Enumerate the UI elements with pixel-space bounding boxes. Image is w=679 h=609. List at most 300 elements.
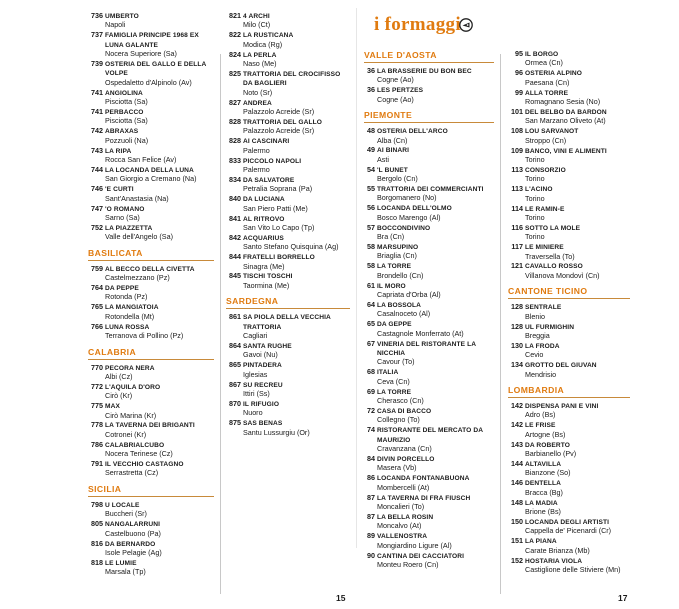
list-item: [508, 537, 630, 555]
restaurant-location: Naso (Me): [243, 59, 277, 69]
restaurant-location: Mongiardino Ligure (Al): [377, 540, 452, 550]
page-reference: 113: [511, 164, 523, 174]
page-reference: 49: [367, 145, 375, 155]
restaurant-location: Bra (Cn): [377, 232, 405, 242]
page-reference: 827: [229, 97, 241, 107]
restaurant-location: Petralia Soprana (Pa): [243, 184, 313, 194]
restaurant-location: Torino: [525, 174, 545, 184]
list-item: [226, 137, 350, 155]
page-reference: 864: [229, 341, 241, 350]
restaurant-name: LA PIANA: [525, 538, 557, 546]
restaurant-name: OSTERIA ALPINO: [525, 70, 582, 78]
restaurant-name: L'AQUILA D'ORO: [105, 383, 161, 391]
page-reference: 818: [91, 557, 103, 567]
restaurant-location: Monteu Roero (Cn): [377, 559, 439, 569]
page-reference: 841: [229, 213, 241, 223]
page-reference: 828: [229, 136, 241, 146]
list-item: [364, 262, 494, 280]
restaurant-name: IL MORO: [377, 282, 406, 290]
list-item: [226, 99, 350, 117]
restaurant-location: Bracca (Bg): [525, 487, 563, 497]
list-item: [88, 303, 214, 321]
restaurant-location: Mendrisio: [525, 369, 557, 379]
page-reference: 116: [511, 222, 523, 232]
restaurant-name: LOU SARVANOT: [525, 128, 579, 136]
column-1: [88, 12, 214, 578]
restaurant-name: DENTELLA: [525, 480, 561, 488]
restaurant-location: Casalnoceto (Al): [377, 309, 431, 319]
list-item: [88, 224, 214, 242]
list-item: [508, 441, 630, 459]
list-item: [88, 383, 214, 401]
list-item: [508, 166, 630, 184]
page-reference: 825: [229, 68, 241, 78]
restaurant-location: Torino: [525, 232, 545, 242]
restaurant-name: DA GEPPE: [377, 321, 412, 329]
restaurant-name: L'ACINO: [525, 186, 553, 194]
restaurant-location: Cravanzana (Cn): [377, 444, 432, 454]
restaurant-location: Masera (Vb): [377, 463, 417, 473]
restaurant-name: ANDREA: [243, 99, 272, 107]
list-item: [226, 400, 350, 418]
restaurant-location: Cirò Marina (Kr): [105, 410, 157, 420]
restaurant-location: Capriata d'Orba (Al): [377, 290, 441, 300]
restaurant-name: ANGIOLINA: [105, 89, 143, 97]
page-reference: 48: [367, 126, 375, 136]
list-item: [364, 243, 494, 261]
page-reference: 67: [367, 338, 375, 348]
restaurant-location: Pisciotta (Sa): [105, 116, 148, 126]
restaurant-location: Palermo: [243, 165, 270, 174]
page-reference: 747: [91, 203, 103, 213]
list-item: [88, 166, 214, 184]
restaurant-location: Brione (Bs): [525, 506, 561, 516]
restaurant-location: Breggia: [525, 330, 550, 340]
list-item: [364, 166, 494, 184]
restaurant-location: Collegno (To): [377, 415, 420, 425]
page-reference: 741: [91, 107, 103, 117]
list-item: [364, 185, 494, 203]
restaurant-name: DA BERNARDO: [105, 540, 156, 548]
restaurant-name: LE LUMIE: [105, 559, 137, 567]
list-item: [226, 234, 350, 252]
list-item: [508, 108, 630, 126]
restaurant-location: Noto (Sr): [243, 87, 273, 97]
page-reference: 743: [91, 145, 103, 155]
page-reference: 96: [515, 68, 523, 78]
list-item: [226, 157, 350, 175]
list-item: [364, 513, 494, 531]
page-reference: 143: [511, 439, 523, 449]
restaurant-location: Torino: [525, 193, 545, 203]
restaurant-location: Romagnano Sesia (No): [525, 97, 601, 107]
list-item: [226, 361, 350, 379]
restaurant-name: IL VECCHIO CASTAGNO: [105, 461, 184, 469]
list-item: [88, 31, 214, 58]
restaurant-location: Blenio: [525, 311, 545, 321]
list-item: [508, 127, 630, 145]
restaurant-name: LA TAVERNA DI FRA FIUSCH: [377, 494, 471, 502]
restaurant-location: Cogne (Ao): [377, 75, 414, 85]
list-item: [364, 552, 494, 570]
restaurant-name: LA PIAZZETTA: [105, 224, 153, 232]
list-item: [226, 195, 350, 213]
restaurant-name: LA FRODA: [525, 342, 560, 350]
restaurant-name: SAS BENAS: [243, 420, 283, 428]
restaurant-name: AI BINARI: [377, 147, 410, 155]
restaurant-name: AL RITROVO: [243, 215, 285, 223]
restaurant-name: MARSUPINO: [377, 244, 419, 251]
list-item: [364, 67, 494, 85]
list-item: [508, 224, 630, 242]
restaurant-location: Albi (Cz): [105, 371, 133, 381]
restaurant-name: ITALIA: [377, 369, 399, 377]
page-reference: 744: [91, 165, 103, 174]
list-item: [226, 176, 350, 194]
restaurant-location: Buccheri (Sr): [105, 509, 147, 519]
restaurant-name: TRATTORIA DEI COMMERCIANTI: [377, 186, 484, 194]
restaurant-name: IL BORGO: [525, 51, 559, 58]
region-heading: BASILICATA: [88, 248, 214, 261]
restaurant-name: LA BELLA ROSIN: [377, 513, 434, 521]
restaurant-name: LOCANDA FONTANABUONA: [377, 475, 470, 483]
cheese-icon: [459, 18, 473, 32]
restaurant-name: AI CASCINARI: [243, 138, 290, 146]
column-4: [508, 50, 630, 576]
restaurant-location: Cherasco (Cn): [377, 396, 424, 405]
restaurant-location: Adro (Bs): [525, 410, 556, 420]
restaurant-location: Castiglione delle Stiviere (Mn): [525, 564, 621, 574]
restaurant-name: ALLA TORRE: [525, 89, 569, 97]
list-item: [88, 284, 214, 302]
restaurant-name: HOSTARIA VIOLA: [525, 557, 583, 565]
list-item: [508, 89, 630, 107]
page-reference: 142: [511, 401, 523, 410]
list-item: [88, 501, 214, 519]
restaurant-name: PECORA NERA: [105, 364, 155, 372]
restaurant-location: Castelmezzano (Pz): [105, 273, 170, 283]
restaurant-location: Palazzolo Acreide (Sr): [243, 126, 315, 136]
list-item: [364, 388, 494, 406]
restaurant-name: SU RECREU: [243, 381, 283, 389]
list-item: [364, 426, 494, 453]
restaurant-name: CAVALLO ROSSO: [525, 263, 583, 271]
page-reference: 113: [511, 184, 523, 194]
restaurant-name: LA BRASSERIE DU BON BEC: [377, 68, 472, 75]
restaurant-name: TISCHI TOSCHI: [243, 273, 293, 281]
page-reference: 739: [91, 59, 103, 69]
page-reference: 36: [367, 66, 375, 75]
page-reference: 805: [91, 519, 103, 529]
restaurant-name: BANCO, VINI E ALIMENTI: [525, 147, 607, 155]
restaurant-location: San Piero Patti (Me): [243, 203, 308, 213]
list-item: [88, 540, 214, 558]
restaurant-location: Pozzuoli (Na): [105, 135, 149, 145]
list-item: [226, 253, 350, 271]
restaurant-location: Cogne (Ao): [377, 94, 414, 104]
list-item: [88, 460, 214, 478]
page-reference: 72: [367, 405, 375, 415]
page-reference: 786: [91, 439, 103, 449]
restaurant-name: DEL BELBO DA BARDON: [525, 108, 607, 116]
restaurant-name: DISPENSA PANI E VINI: [525, 403, 599, 410]
restaurant-name: BOCCONDIVINO: [377, 224, 431, 232]
page-reference: 114: [511, 203, 523, 213]
list-item: [508, 185, 630, 203]
list-item: [364, 301, 494, 319]
restaurant-location: Bergolo (Cn): [377, 174, 418, 184]
region-heading: CANTONE TICINO: [508, 286, 630, 299]
list-item: [88, 205, 214, 223]
restaurant-name: UMBERTO: [105, 13, 139, 20]
list-item: [226, 342, 350, 360]
page-reference: 130: [511, 340, 523, 350]
restaurant-location: Cagliari: [243, 331, 268, 341]
restaurant-name: LA TORRE: [377, 263, 412, 271]
restaurant-location: Rotonda (Pz): [105, 292, 148, 302]
page-reference: 128: [511, 302, 523, 312]
restaurant-name: DA PEPPE: [105, 285, 139, 293]
page-reference: 816: [91, 538, 103, 548]
page-reference: 845: [229, 271, 241, 281]
restaurant-location: Isole Pelagie (Ag): [105, 547, 162, 557]
list-item: [88, 421, 214, 439]
restaurant-name: PINTADERA: [243, 362, 282, 370]
list-item: [508, 69, 630, 87]
restaurant-name: LA LOCANDA DELLA LUNA: [105, 167, 194, 174]
restaurant-location: Castagnole Monferrato (At): [377, 328, 464, 338]
restaurant-name: LE FRISE: [525, 422, 556, 430]
restaurant-location: Milo (Ct): [243, 20, 271, 30]
restaurant-name: RISTORANTE DEL MERCATO DA MAURIZIO: [377, 427, 483, 444]
list-item: [508, 323, 630, 341]
page-reference: 57: [367, 222, 375, 232]
restaurant-location: Sant'Anastasia (Na): [105, 193, 169, 203]
restaurant-location: Nocera Superiore (Sa): [105, 49, 177, 59]
restaurant-name: LA MANGIATOIA: [105, 304, 159, 312]
list-item: [508, 499, 630, 517]
restaurant-location: Modica (Rg): [243, 39, 283, 49]
list-item: [508, 361, 630, 379]
restaurant-location: San Vito Lo Capo (Tp): [243, 222, 315, 232]
region-heading: CALABRIA: [88, 347, 214, 360]
restaurant-location: Pisciotta (Sa): [105, 97, 148, 107]
page-reference: 775: [91, 401, 103, 411]
page-reference: 89: [367, 531, 375, 541]
page-reference: 736: [91, 11, 103, 20]
list-item: [364, 407, 494, 425]
list-item: [226, 215, 350, 233]
restaurant-location: Ormea (Cn): [525, 58, 563, 68]
page-reference: 74: [367, 425, 375, 435]
list-item: [364, 224, 494, 242]
list-item: [508, 342, 630, 360]
restaurant-name: SOTTO LA MOLE: [525, 224, 581, 232]
page-reference: 148: [511, 497, 523, 507]
restaurant-location: Cappella de' Picenardi (Cr): [525, 526, 612, 536]
list-item: [364, 455, 494, 473]
list-item: [88, 402, 214, 420]
list-item: [88, 265, 214, 283]
restaurant-name: SA PIOLA DELLA VECCHIA TRATTORIA: [243, 314, 331, 331]
restaurant-location: Iglesias: [243, 369, 268, 379]
restaurant-name: LA PERLA: [243, 51, 277, 59]
restaurant-name: FAMIGLIA PRINCIPE 1968 EX LUNA GALANTE: [105, 32, 199, 49]
restaurant-name: VALLENOSTRA: [377, 533, 428, 541]
page-reference: 90: [367, 550, 375, 560]
page-reference: 870: [229, 398, 241, 408]
list-item: [508, 479, 630, 497]
page-reference: 150: [511, 516, 523, 526]
page-reference: 95: [515, 49, 523, 58]
restaurant-location: Santo Stefano Quisquina (Ag): [243, 242, 339, 252]
restaurant-name: NANGALARRUNI: [105, 521, 161, 529]
restaurant-location: Ceva (Cn): [377, 376, 410, 386]
list-item: [88, 364, 214, 382]
page-reference: 741: [91, 87, 103, 97]
restaurant-name: 'O ROMANO: [105, 205, 145, 213]
page-reference: 833: [229, 155, 241, 165]
page-reference: 64: [367, 299, 375, 309]
restaurant-name: AL BECCO DELLA CIVETTA: [105, 265, 195, 273]
list-item: [508, 205, 630, 223]
restaurant-location: Valle dell'Angelo (Sa): [105, 232, 173, 242]
page-reference: 821: [229, 11, 241, 20]
restaurant-location: Rotondella (Mt): [105, 311, 155, 321]
restaurant-name: ALTAVILLA: [525, 460, 562, 468]
list-item: [88, 441, 214, 459]
page-reference: 844: [229, 252, 241, 262]
page-reference: 108: [511, 126, 523, 136]
restaurant-name: LA MADIA: [525, 499, 558, 507]
page-reference: 87: [367, 492, 375, 502]
restaurant-location: Santu Lussurgiu (Or): [243, 427, 310, 437]
list-item: [364, 86, 494, 104]
restaurant-location: Ospedaletto d'Alpinolo (Av): [105, 77, 192, 87]
list-item: [364, 340, 494, 367]
restaurant-name: GROTTO DEL GIUVAN: [525, 362, 597, 370]
page-reference: 791: [91, 459, 103, 469]
page-reference: 151: [511, 536, 523, 546]
page-reference: 840: [229, 194, 241, 204]
page-reference: 54: [367, 164, 375, 174]
page-reference: 798: [91, 499, 103, 509]
restaurant-location: Napoli: [105, 20, 126, 30]
list-item: [508, 262, 630, 280]
restaurant-name: LUNA ROSSA: [105, 323, 150, 331]
restaurant-name: PICCOLO NAPOLI: [243, 157, 302, 165]
page-reference: 152: [511, 555, 523, 565]
page-reference: 101: [511, 106, 523, 116]
restaurant-location: Artogne (Bs): [525, 429, 566, 439]
restaurant-location: Sinagra (Me): [243, 261, 285, 271]
page-reference: 742: [91, 126, 103, 136]
list-item: [508, 303, 630, 321]
list-item: [88, 12, 214, 30]
page-reference: 875: [229, 418, 241, 428]
list-item: [226, 12, 350, 30]
restaurant-location: Ittiri (Ss): [243, 389, 270, 399]
restaurant-location: Gavoi (Nu): [243, 350, 278, 360]
restaurant-location: Moncalvo (At): [377, 521, 422, 531]
restaurant-name: OSTERIA DELL'ARCO: [377, 128, 448, 136]
restaurant-name: LA RIPA: [105, 147, 132, 155]
restaurant-name: LOCANDA DEGLI ARTISTI: [525, 518, 610, 526]
restaurant-name: CASA DI BACCO: [377, 407, 432, 415]
restaurant-name: CANTINA DEI CACCIATORI: [377, 552, 465, 560]
page-reference: 828: [229, 116, 241, 126]
list-item: [364, 532, 494, 550]
restaurant-location: Cirò (Kr): [105, 391, 133, 401]
restaurant-location: San Giorgio a Cremano (Na): [105, 174, 197, 184]
restaurant-location: Traversella (To): [525, 251, 575, 261]
list-item: [226, 51, 350, 69]
list-item: [226, 381, 350, 399]
page-reference: 822: [229, 30, 241, 40]
page-reference: 867: [229, 379, 241, 389]
restaurant-location: Moncalieri (To): [377, 501, 425, 511]
page-number-left: 15: [336, 593, 346, 603]
page-reference: 55: [367, 184, 375, 194]
restaurant-name: MAX: [105, 403, 120, 411]
list-item: [364, 204, 494, 222]
restaurant-name: LA TAVERNA DEI BRIGANTI: [105, 422, 195, 430]
restaurant-name: SENTRALE: [525, 304, 562, 312]
page-reference: 109: [511, 145, 523, 155]
page-reference: 58: [367, 261, 375, 271]
restaurant-location: Bianzone (So): [525, 468, 571, 478]
restaurant-location: Alba (Cn): [377, 135, 408, 145]
list-item: [508, 557, 630, 575]
list-item: [508, 460, 630, 478]
restaurant-name: DIVIN PORCELLO: [377, 455, 435, 463]
restaurant-name: LA RUSTICANA: [243, 32, 294, 40]
list-item: [364, 368, 494, 386]
list-item: [364, 127, 494, 145]
restaurant-name: DA SALVATORE: [243, 176, 295, 184]
restaurant-location: Briaglia (Cn): [377, 251, 417, 261]
page-reference: 65: [367, 319, 375, 329]
restaurant-name: U LOCALE: [105, 501, 140, 509]
page-reference: 128: [511, 321, 523, 331]
page-reference: 56: [367, 203, 375, 213]
restaurant-location: Nocera Terinese (Cz): [105, 449, 173, 459]
list-item: [508, 518, 630, 536]
region-heading: PIEMONTE: [364, 110, 494, 123]
restaurant-location: Torino: [525, 212, 545, 222]
restaurant-location: Paesana (Cn): [525, 77, 570, 87]
column-2: [226, 12, 350, 439]
page-reference: 834: [229, 174, 241, 184]
page-reference: 766: [91, 321, 103, 331]
page-reference: 842: [229, 232, 241, 242]
column-rule: [500, 54, 501, 594]
restaurant-name: VINERIA DEL RISTORANTE LA NICCHIA: [377, 340, 476, 357]
page-reference: 746: [91, 184, 103, 194]
restaurant-location: Villanova Mondovì (Cn): [525, 270, 600, 280]
region-heading: VALLE D'AOSTA: [364, 50, 494, 63]
column-rule: [220, 54, 221, 594]
restaurant-name: UL FURMIGHIN: [525, 323, 575, 331]
list-item: [88, 108, 214, 126]
restaurant-name: SANTA RUGHE: [243, 343, 292, 350]
restaurant-name: TRATTORIA DEL CROCIFISSO DA BAGLIERI: [243, 70, 341, 88]
page-reference: 142: [511, 420, 523, 430]
list-item: [508, 50, 630, 68]
page-reference: 36: [367, 85, 375, 95]
page-reference: 84: [367, 453, 375, 463]
restaurant-name: OSTERIA DEL GALLO E DELLA VOLPE: [105, 61, 207, 78]
